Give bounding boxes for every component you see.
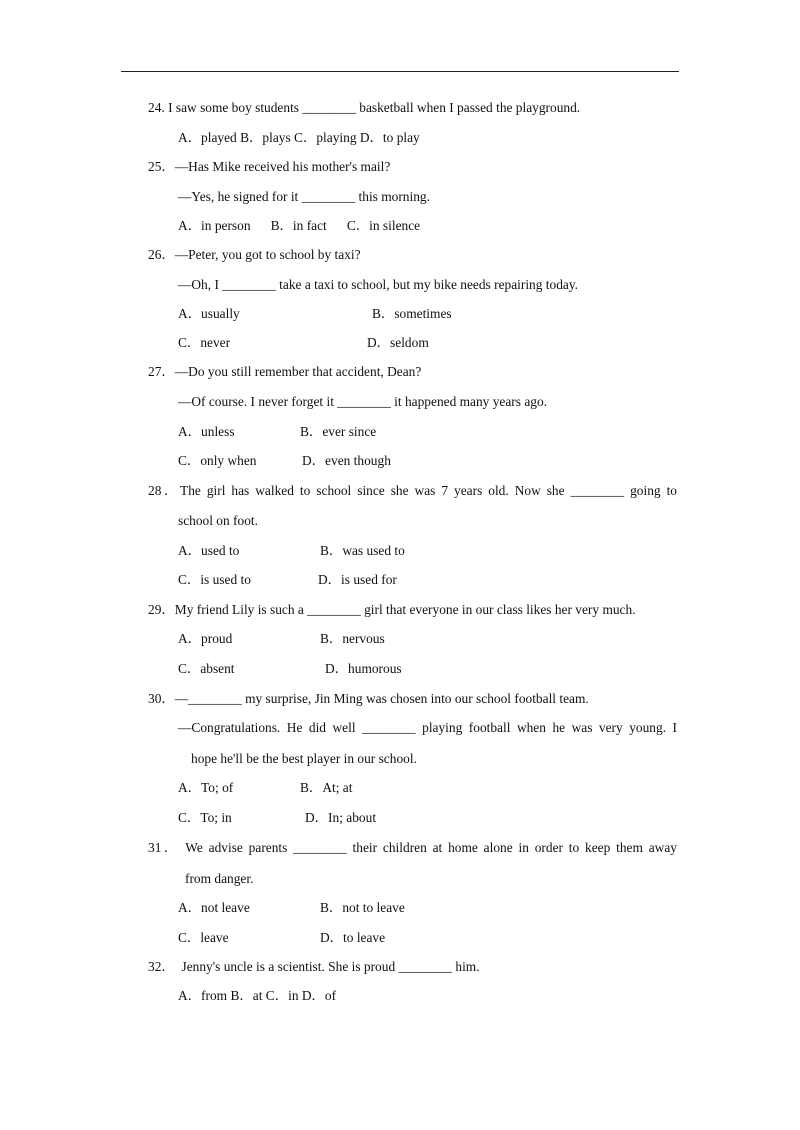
question-31-stem-line1: 31． We advise parents ________ their children at home alone in order to keep them away	[148, 840, 677, 855]
question-25-options: A．in person B．in fact C．in silence	[178, 218, 421, 233]
question-30-reply-line2: hope he'll be the best player in our school.	[191, 751, 417, 766]
question-28-option-a: A．used to	[178, 543, 240, 558]
question-31-stem-line2: from danger.	[185, 871, 254, 886]
question-31-option-b: B．not to leave	[320, 900, 405, 915]
question-27-reply: —Of course. I never forget it ________ it happened many years ago.	[178, 394, 548, 409]
question-27-option-b: B．ever since	[300, 424, 377, 439]
question-26-stem: 26．—Peter, you got to school by taxi?	[148, 247, 361, 262]
question-27-option-d: D．even though	[302, 453, 391, 468]
question-31-option-c: C．leave	[178, 930, 229, 945]
question-31-option-d: D．to leave	[320, 930, 386, 945]
question-30-option-a: A．To; of	[178, 780, 234, 795]
question-30-option-c: C．To; in	[178, 810, 232, 825]
question-28-option-d: D．is used for	[318, 572, 397, 587]
question-29-option-a: A．proud	[178, 631, 233, 646]
question-28-stem-line1: 28．The girl has walked to school since she was 7 years old. Now she ________ going to	[148, 483, 677, 498]
header-rule	[121, 71, 679, 72]
question-27-stem: 27．—Do you still remember that accident, Dean?	[148, 364, 422, 379]
question-27-option-a: A．unless	[178, 424, 235, 439]
question-28-option-b: B．was used to	[320, 543, 405, 558]
question-26-reply: —Oh, I ________ take a taxi to school, but my bike needs repairing today.	[178, 277, 579, 292]
question-31-option-a: A．not leave	[178, 900, 250, 915]
question-32-stem: 32． Jenny's uncle is a scientist. She is proud ________ him.	[148, 959, 480, 974]
question-26-option-d: D．seldom	[367, 335, 429, 350]
question-24-stem: 24. I saw some boy students ________ basketball when I passed the playground.	[148, 100, 581, 115]
question-30-stem: 30．—________ my surprise, Jin Ming was chosen into our school football team.	[148, 691, 589, 706]
question-29-option-c: C．absent	[178, 661, 235, 676]
question-26-option-b: B．sometimes	[372, 306, 452, 321]
question-29-stem: 29．My friend Lily is such a ________ girl that everyone in our class likes her very much.	[148, 602, 636, 617]
question-30-option-d: D．In; about	[305, 810, 377, 825]
question-32-options: A．from B．at C．in D．of	[178, 988, 337, 1003]
question-25-reply: —Yes, he signed for it ________ this morning.	[178, 189, 430, 204]
question-29-option-d: D．humorous	[325, 661, 402, 676]
question-25-stem: 25．—Has Mike received his mother's mail?	[148, 159, 391, 174]
question-24-options: A．played B．plays C．playing D．to play	[178, 130, 420, 145]
question-29-option-b: B．nervous	[320, 631, 385, 646]
question-28-stem-line2: school on foot.	[178, 513, 258, 528]
question-26-option-c: C．never	[178, 335, 231, 350]
question-27-option-c: C．only when	[178, 453, 257, 468]
question-30-option-b: B．At; at	[300, 780, 353, 795]
question-30-reply-line1: —Congratulations. He did well ________ playing football when he was very young. I	[178, 720, 677, 735]
question-28-option-c: C．is used to	[178, 572, 251, 587]
question-26-option-a: A．usually	[178, 306, 240, 321]
